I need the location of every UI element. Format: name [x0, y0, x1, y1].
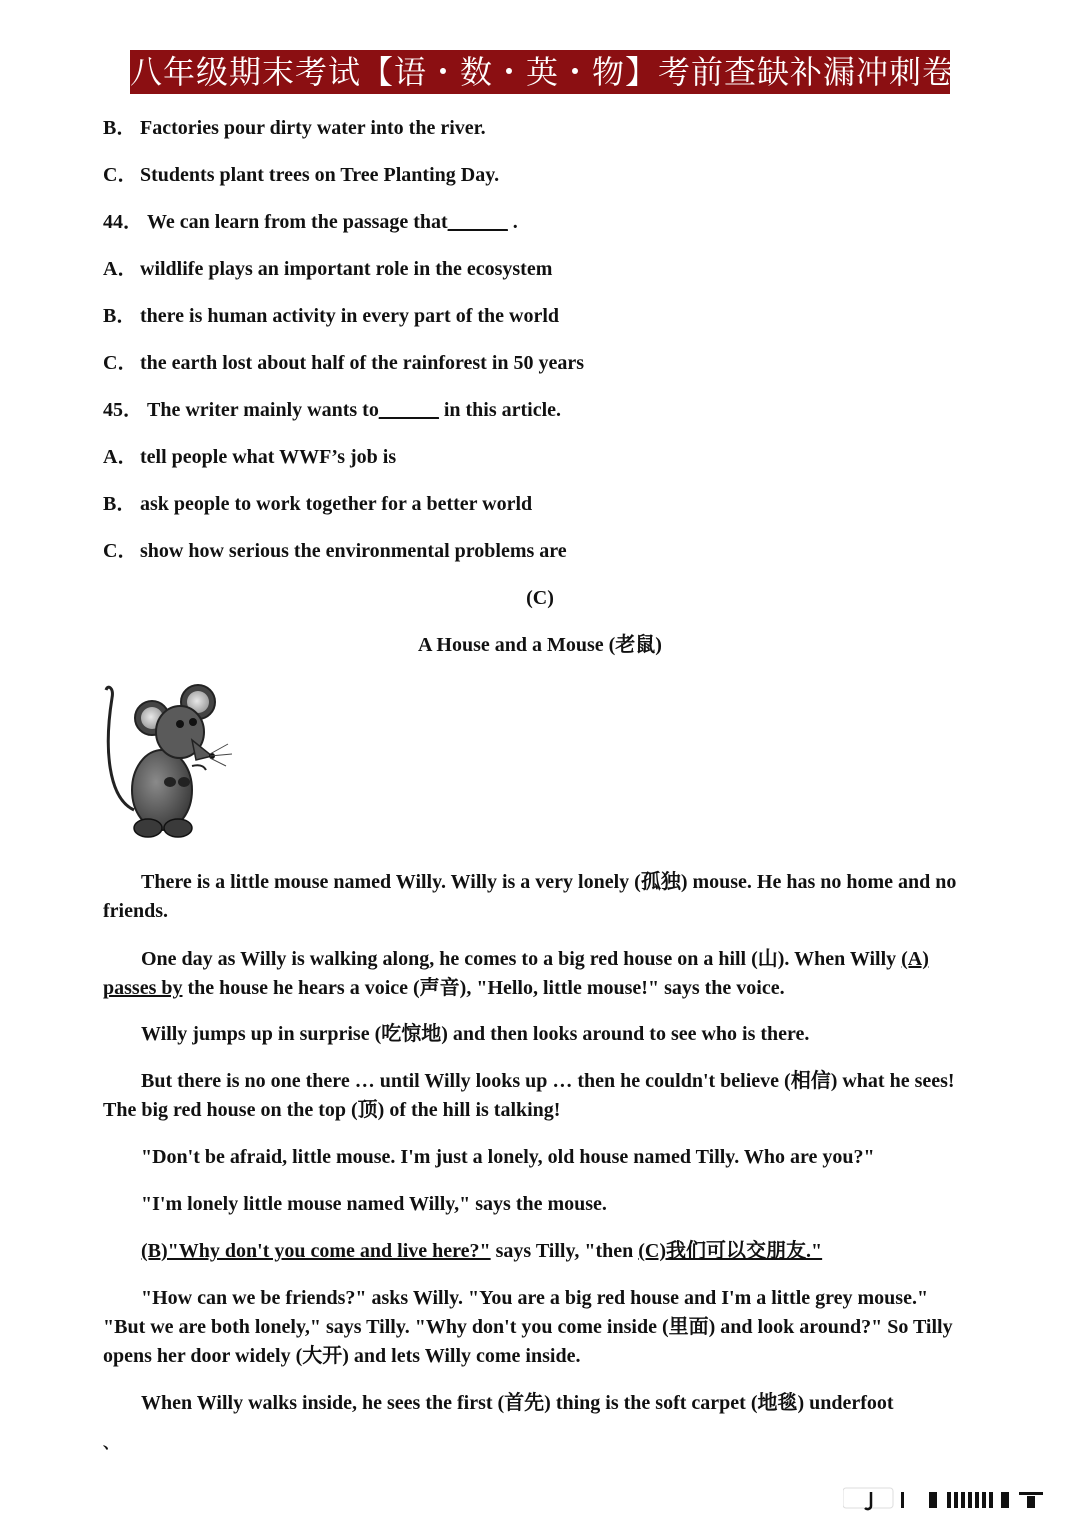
q44-option-c: C． the earth lost about half of the rainforest in 50 years: [103, 352, 585, 374]
q45-option-a: A． tell people what WWF’s job is: [103, 446, 397, 468]
q44-option-b: B． there is human activity in every part of the world: [103, 305, 560, 327]
passage-paragraph-5: "Don't be afraid, little mouse. I'm just a lonely, old house named Tilly. Who are you?": [141, 1146, 875, 1168]
passage-paragraph-8: "How can we be friends?" asks Willy. "You are a big red house and I'm a little grey mouse." "But we are both lonely," says Tilly. "Why don't you come inside (里面) and look around?" So Tilly opens her door widely (大开) and lets Willy come inside.: [103, 1287, 953, 1367]
passage-paragraph-1: There is a little mouse named Willy. Willy is a very lonely (孤独) mouse. He has no home and no friends.: [103, 871, 957, 922]
q45-stem: 45． The writer mainly wants to______ in this article.: [103, 399, 562, 421]
passage-paragraph-2: One day as Willy is walking along, he comes to a big red house on a hill (山). When Willy (A) passes by the house he hears a voice (声音), "Hello, little mouse!" says the voice.: [103, 948, 929, 999]
q44-option-a: A． wildlife plays an important role in the ecosystem: [103, 258, 553, 280]
answer-blank: ______: [447, 211, 508, 233]
answer-blank: ______: [378, 399, 439, 421]
marker-b-sentence: (B)"Why don't you come and live here?": [141, 1240, 491, 1262]
passage-title: A House and a Mouse (老鼠): [418, 634, 662, 656]
passage-paragraph-9: When Willy walks inside, he sees the first (首先) thing is the soft carpet (地毯) underfoot: [141, 1392, 894, 1414]
mouse-illustration: [100, 678, 240, 844]
passage-paragraph-7: (B)"Why don't you come and live here?" says Tilly, "then (C)我们可以交朋友.": [141, 1240, 823, 1262]
marker-a: (A): [901, 948, 929, 970]
marker-c-sentence: (C)我们可以交朋友.": [638, 1240, 823, 1262]
passage-paragraph-3: Willy jumps up in surprise (吃惊地) and then looks around to see who is there.: [141, 1023, 810, 1045]
section-label: (C): [526, 587, 554, 609]
q43-option-b: B． Factories pour dirty water into the river.: [103, 117, 486, 139]
q43-option-c: C． Students plant trees on Tree Planting Day.: [103, 164, 500, 186]
q44-stem: 44． We can learn from the passage that______ .: [103, 211, 518, 233]
passage-paragraph-4: But there is no one there … until Willy looks up … then he couldn't believe (相信) what he sees! The big red house on the top (顶) of the hill is talking!: [103, 1070, 955, 1121]
q45-option-b: B． ask people to work together for a better world: [103, 493, 533, 515]
q45-option-c: C． show how serious the environmental problems are: [103, 540, 567, 562]
trailing-mark: 、: [103, 1435, 120, 1452]
watermark-icon: [843, 1484, 1058, 1514]
passage-paragraph-6: "I'm lonely little mouse named Willy," says the mouse.: [141, 1193, 607, 1215]
underlined-phrase: passes by: [103, 977, 183, 999]
exam-title-banner: 八年级期末考试【语・数・英・物】考前查缺补漏冲刺卷: [130, 50, 950, 94]
